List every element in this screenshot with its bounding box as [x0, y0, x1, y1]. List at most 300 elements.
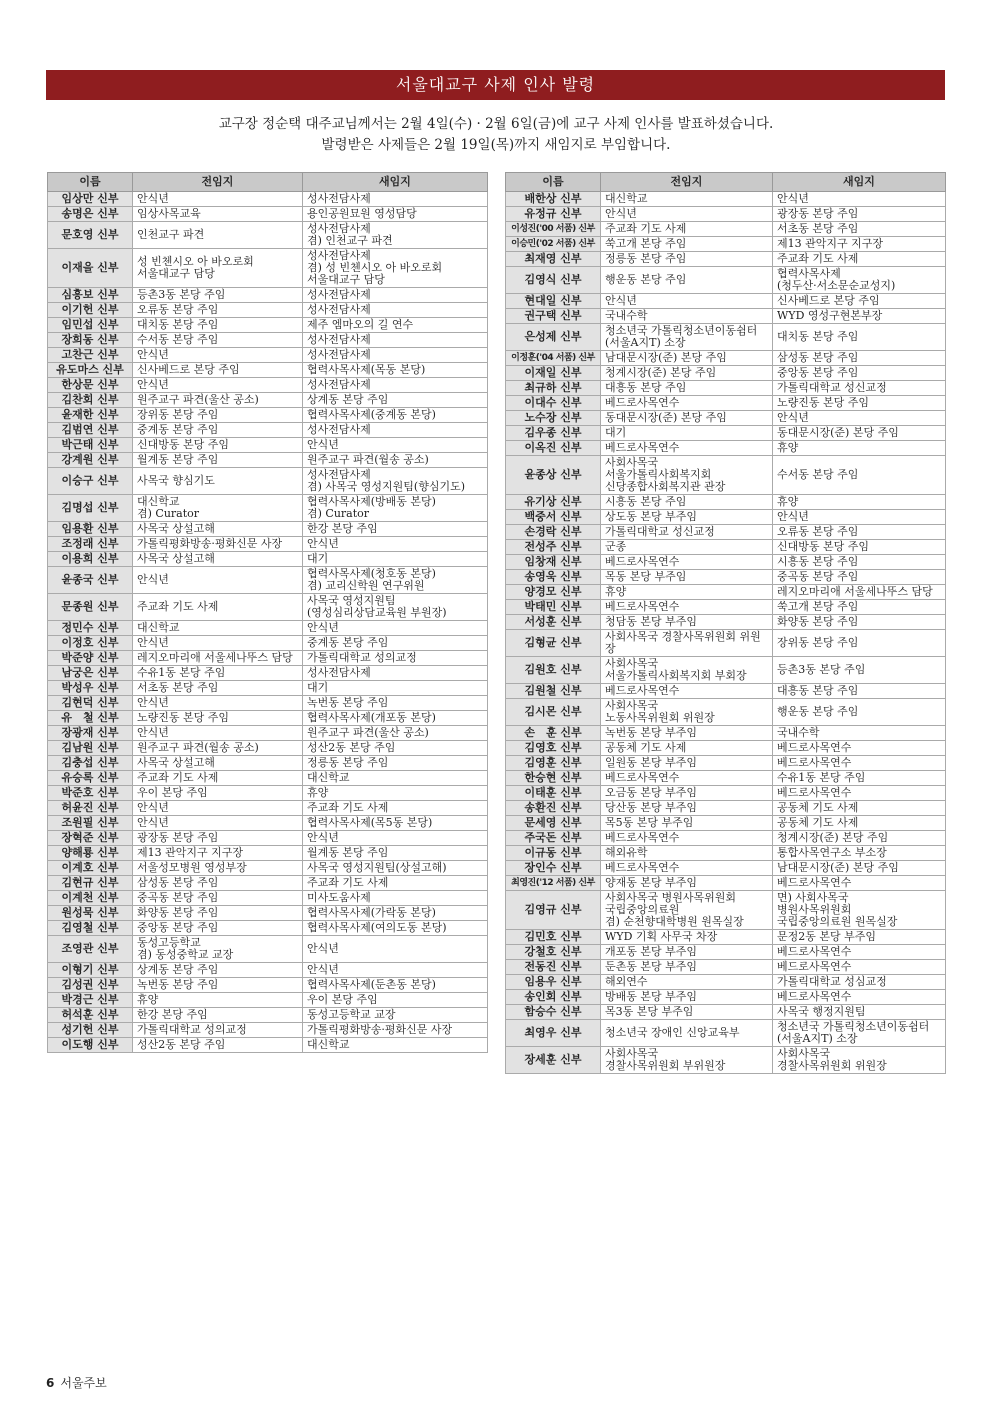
- priest-name: 강철호 신부: [506, 945, 601, 960]
- table-row: [506, 861, 946, 876]
- priest-name: 이승민('02 서품) 신부: [506, 237, 601, 252]
- priest-name: 백중서 신부: [506, 510, 601, 525]
- previous-post: 행운동 본당 주임: [601, 267, 773, 294]
- previous-post: 원주교구 파견(월송 공소): [133, 741, 303, 756]
- previous-post: 동성고등학교 겸) 동성중학교 교장: [133, 936, 303, 963]
- table-row: [48, 921, 488, 936]
- previous-post: 오금동 본당 부주임: [601, 786, 773, 801]
- previous-post: 목3동 본당 부주임: [601, 1005, 773, 1020]
- priest-name: 김원철 신부: [506, 684, 601, 699]
- appointments-table-right: [505, 172, 946, 1074]
- new-post: 주교좌 기도 사제: [303, 801, 488, 816]
- new-post: 화양동 본당 주임: [773, 615, 946, 630]
- previous-post: 해외연수: [601, 975, 773, 990]
- priest-name: 이성진('00 서품) 신부: [506, 222, 601, 237]
- previous-post: 주교좌 기도 사제: [133, 594, 303, 621]
- table-row: [48, 651, 488, 666]
- priest-name: 윤재한 신부: [48, 408, 133, 423]
- previous-post: 가톨릭평화방송·평화신문 사장: [133, 537, 303, 552]
- previous-post: 월계동 본당 주임: [133, 453, 303, 468]
- priest-name: 은성제 신부: [506, 324, 601, 351]
- new-post: 협력사목사제(여의도동 본당): [303, 921, 488, 936]
- table-row: [48, 552, 488, 567]
- new-post: 베드로사목연수: [773, 960, 946, 975]
- previous-post: 수서동 본당 주임: [133, 333, 303, 348]
- previous-post: 사목국 향심기도: [133, 468, 303, 495]
- priest-name: 유도마스 신부: [48, 363, 133, 378]
- table-row: [506, 1005, 946, 1020]
- previous-post: 노량진동 본당 주임: [133, 711, 303, 726]
- previous-post: 성 빈첸시오 아 바오로회 서울대교구 담당: [133, 249, 303, 288]
- table-row: [48, 876, 488, 891]
- previous-post: 인천교구 파견: [133, 222, 303, 249]
- previous-post: 광장동 본당 주임: [133, 831, 303, 846]
- new-post: 성사전담사제: [303, 423, 488, 438]
- priest-name: 이규동 신부: [506, 846, 601, 861]
- previous-post: 쑥고개 본당 주임: [601, 237, 773, 252]
- table-row: [48, 567, 488, 594]
- previous-post: 청계시장(준) 본당 주임: [601, 366, 773, 381]
- new-post: 등촌3동 본당 주임: [773, 657, 946, 684]
- new-post: 주교좌 기도 사제: [303, 876, 488, 891]
- new-post: 쑥고개 본당 주임: [773, 600, 946, 615]
- priest-name: 임용우 신부: [506, 975, 601, 990]
- priest-name: 김현규 신부: [48, 876, 133, 891]
- new-post: 레지오마리애 서울세나뚜스 담당: [773, 585, 946, 600]
- new-post: 안식년: [303, 537, 488, 552]
- new-post: 대신학교: [303, 1038, 488, 1053]
- previous-post: 대신학교: [601, 192, 773, 207]
- priest-name: 권구택 신부: [506, 309, 601, 324]
- previous-post: 일원동 본당 부주임: [601, 756, 773, 771]
- table-row: [48, 831, 488, 846]
- header-name: 이름: [48, 173, 133, 192]
- previous-post: 양재동 본당 부주임: [601, 876, 773, 891]
- new-post: 성사전담사제 겸) 성 빈첸시오 아 바오로회 서울대교구 담당: [303, 249, 488, 288]
- table-row: [506, 510, 946, 525]
- new-post: 청소년국 가톨릭청소년이동쉼터 (서울A지T) 소장: [773, 1020, 946, 1047]
- previous-post: 안식년: [133, 696, 303, 711]
- priest-name: 임민섭 신부: [48, 318, 133, 333]
- new-post: 안식년: [773, 192, 946, 207]
- previous-post: 안식년: [133, 192, 303, 207]
- priest-name: 최규하 신부: [506, 381, 601, 396]
- table-row: [506, 831, 946, 846]
- table-row: [48, 522, 488, 537]
- priest-name: 김우종 신부: [506, 426, 601, 441]
- priest-name: 심흥보 신부: [48, 288, 133, 303]
- table-row: [48, 1038, 488, 1053]
- new-post: 베드로사목연수: [773, 786, 946, 801]
- table-row: [48, 303, 488, 318]
- previous-post: 사목국 상설고해: [133, 756, 303, 771]
- priest-name: 최재영 신부: [506, 252, 601, 267]
- new-post: 장위동 본당 주임: [773, 630, 946, 657]
- priest-name: 이정호 신부: [48, 636, 133, 651]
- table-row: [506, 495, 946, 510]
- new-post: 통합사목연구소 부소장: [773, 846, 946, 861]
- new-post: 신대방동 본당 주임: [773, 540, 946, 555]
- previous-post: 안식년: [133, 636, 303, 651]
- previous-post: 안식년: [133, 726, 303, 741]
- new-post: 사목국 영성지원팀 (영성심리상담교육원 부원장): [303, 594, 488, 621]
- table-row: [48, 192, 488, 207]
- table-row: [48, 741, 488, 756]
- table-row: [506, 846, 946, 861]
- previous-post: 안식년: [601, 207, 773, 222]
- previous-post: 레지오마리애 서울세나뚜스 담당: [133, 651, 303, 666]
- table-row: [48, 993, 488, 1008]
- table-row: [506, 396, 946, 411]
- new-post: 사목국 영성지원팀(상설고해): [303, 861, 488, 876]
- priest-name: 이재을 신부: [48, 249, 133, 288]
- new-post: 협력사목사제(목5동 본당): [303, 816, 488, 831]
- table-row: [506, 630, 946, 657]
- new-post: 용인공원묘원 영성담당: [303, 207, 488, 222]
- table-row: [506, 441, 946, 456]
- new-post: 면) 사회사목국 병원사목위원회 국립중앙의료원 원목실장: [773, 891, 946, 930]
- table-row: [506, 786, 946, 801]
- priest-name: 노수장 신부: [506, 411, 601, 426]
- table-row: [48, 891, 488, 906]
- header-new: 새임지: [773, 173, 946, 192]
- table-row: [48, 681, 488, 696]
- table-row: [506, 741, 946, 756]
- table-row: [506, 267, 946, 294]
- priest-name: 송환진 신부: [506, 801, 601, 816]
- new-post: 가톨릭대학교 성심교정: [773, 975, 946, 990]
- priest-name: 임용환 신부: [48, 522, 133, 537]
- table-row: [506, 525, 946, 540]
- table-row: [48, 621, 488, 636]
- new-post: 성사전담사제: [303, 288, 488, 303]
- table-row: [506, 411, 946, 426]
- priest-name: 최영우 신부: [506, 1020, 601, 1047]
- new-post: 안식년: [773, 411, 946, 426]
- priest-name: 송인회 신부: [506, 990, 601, 1005]
- priest-name: 주국돈 신부: [506, 831, 601, 846]
- table-row: [506, 657, 946, 684]
- table-row: [506, 192, 946, 207]
- table-row: [48, 348, 488, 363]
- previous-post: 안식년: [133, 348, 303, 363]
- previous-post: 서초동 본당 주임: [133, 681, 303, 696]
- table-row: [506, 990, 946, 1005]
- table-row: [506, 615, 946, 630]
- previous-post: 대치동 본당 주임: [133, 318, 303, 333]
- previous-post: 임상사목교육: [133, 207, 303, 222]
- previous-post: 휴양: [601, 585, 773, 600]
- priest-name: 남궁은 신부: [48, 666, 133, 681]
- new-post: 중곡동 본당 주임: [773, 570, 946, 585]
- previous-post: 공동체 기도 사제: [601, 741, 773, 756]
- priest-name: 김현덕 신부: [48, 696, 133, 711]
- new-post: 성사전담사제: [303, 192, 488, 207]
- previous-post: 대신학교 겸) Curator: [133, 495, 303, 522]
- table-row: [48, 363, 488, 378]
- header-previous: 전임지: [601, 173, 773, 192]
- table-row: [48, 423, 488, 438]
- new-post: 협력사목사제(가락동 본당): [303, 906, 488, 921]
- table-row: [48, 711, 488, 726]
- new-post: 미사도움사제: [303, 891, 488, 906]
- table-row: [506, 426, 946, 441]
- table-row: [506, 366, 946, 381]
- new-post: 원주교구 파견(울산 공소): [303, 726, 488, 741]
- previous-post: 중계동 본당 주임: [133, 423, 303, 438]
- previous-post: 화양동 본당 주임: [133, 906, 303, 921]
- table-row: [48, 801, 488, 816]
- priest-name: 양해룡 신부: [48, 846, 133, 861]
- table-row: [48, 288, 488, 303]
- previous-post: 삼성동 본당 주임: [133, 876, 303, 891]
- table-row: [506, 294, 946, 309]
- previous-post: 청소년국 가톨릭청소년이동쉼터 (서울A지T) 소장: [601, 324, 773, 351]
- new-post: 성사전담사제: [303, 333, 488, 348]
- new-post: 대흥동 본당 주임: [773, 684, 946, 699]
- priest-name: 전동진 신부: [506, 960, 601, 975]
- new-post: 오류동 본당 주임: [773, 525, 946, 540]
- table-row: [48, 636, 488, 651]
- priest-name: 박근태 신부: [48, 438, 133, 453]
- previous-post: 목5동 본당 부주임: [601, 816, 773, 831]
- table-row: [506, 726, 946, 741]
- priest-name: 김형균 신부: [506, 630, 601, 657]
- priest-name: 김원호 신부: [506, 657, 601, 684]
- previous-post: 사회사목국 노동사목위원회 위원장: [601, 699, 773, 726]
- new-post: 정릉동 본당 주임: [303, 756, 488, 771]
- priest-name: 박성우 신부: [48, 681, 133, 696]
- priest-name: 장혁준 신부: [48, 831, 133, 846]
- table-row: [48, 771, 488, 786]
- priest-name: 조원필 신부: [48, 816, 133, 831]
- new-post: 성사전담사제: [303, 378, 488, 393]
- priest-name: 김시몬 신부: [506, 699, 601, 726]
- previous-post: 국내수학: [601, 309, 773, 324]
- new-post: 사회사목국 경찰사목위원회 위원장: [773, 1047, 946, 1074]
- table-row: [506, 381, 946, 396]
- table-row: [506, 816, 946, 831]
- previous-post: WYD 기획 사무국 차장: [601, 930, 773, 945]
- priest-name: 서성훈 신부: [506, 615, 601, 630]
- previous-post: 중곡동 본당 주임: [133, 891, 303, 906]
- previous-post: 수유1동 본당 주임: [133, 666, 303, 681]
- header-name: 이름: [506, 173, 601, 192]
- new-post: 베드로사목연수: [773, 945, 946, 960]
- previous-post: 우이 본당 주임: [133, 786, 303, 801]
- new-post: 휴양: [303, 786, 488, 801]
- new-post: 베드로사목연수: [773, 741, 946, 756]
- previous-post: 중앙동 본당 주임: [133, 921, 303, 936]
- previous-post: 둔촌동 본당 부주임: [601, 960, 773, 975]
- table-row: [506, 252, 946, 267]
- priest-name: 박준양 신부: [48, 651, 133, 666]
- previous-post: 베드로사목연수: [601, 861, 773, 876]
- table-row: [48, 495, 488, 522]
- new-post: 성사전담사제 겸) 인천교구 파견: [303, 222, 488, 249]
- priest-name: 정민수 신부: [48, 621, 133, 636]
- table-row: [48, 936, 488, 963]
- previous-post: 베드로사목연수: [601, 555, 773, 570]
- new-post: 제13 관악지구 지구장: [773, 237, 946, 252]
- page-banner: 서울대교구 사제 인사 발령: [46, 70, 945, 100]
- previous-post: 동대문시장(준) 본당 주임: [601, 411, 773, 426]
- table-row: [48, 222, 488, 249]
- previous-post: 안식년: [601, 294, 773, 309]
- new-post: 가톨릭평화방송·평화신문 사장: [303, 1023, 488, 1038]
- previous-post: 안식년: [133, 378, 303, 393]
- new-post: 성사전담사제: [303, 303, 488, 318]
- priest-name: 이도행 신부: [48, 1038, 133, 1053]
- table-row: [506, 801, 946, 816]
- priest-name: 이정훈('04 서품) 신부: [506, 351, 601, 366]
- new-post: 녹번동 본당 주임: [303, 696, 488, 711]
- new-post: 상계동 본당 주임: [303, 393, 488, 408]
- table-row: [48, 318, 488, 333]
- new-post: 협력사목사제(목동 본당): [303, 363, 488, 378]
- priest-name: 윤종국 신부: [48, 567, 133, 594]
- publication-name: 서울주보: [60, 1376, 107, 1390]
- new-post: 청계시장(준) 본당 주임: [773, 831, 946, 846]
- table-row: [48, 861, 488, 876]
- priest-name: 강계원 신부: [48, 453, 133, 468]
- table-header-row: [48, 173, 488, 192]
- priest-name: 김명섭 신부: [48, 495, 133, 522]
- previous-post: 사회사목국 서울가톨릭사회복지회 신당종합사회복지관 관장: [601, 456, 773, 495]
- priest-name: 임창재 신부: [506, 555, 601, 570]
- previous-post: 남대문시장(준) 본당 주임: [601, 351, 773, 366]
- previous-post: 원주교구 파견(울산 공소): [133, 393, 303, 408]
- priest-name: 박경근 신부: [48, 993, 133, 1008]
- priest-name: 윤종상 신부: [506, 456, 601, 495]
- previous-post: 베드로사목연수: [601, 396, 773, 411]
- table-row: [48, 846, 488, 861]
- table-header-row: [506, 173, 946, 192]
- previous-post: 등촌3동 본당 주임: [133, 288, 303, 303]
- previous-post: 가톨릭대학교 성의교정: [133, 1023, 303, 1038]
- table-row: [506, 585, 946, 600]
- new-post: 협력사목사제(개포동 본당): [303, 711, 488, 726]
- previous-post: 주교좌 기도 사제: [133, 771, 303, 786]
- new-post: 주교좌 기도 사제: [773, 252, 946, 267]
- new-post: 안식년: [303, 438, 488, 453]
- priest-name: 함승수 신부: [506, 1005, 601, 1020]
- previous-post: 녹번동 본당 주임: [133, 978, 303, 993]
- new-post: 휴양: [773, 441, 946, 456]
- new-post: 광장동 본당 주임: [773, 207, 946, 222]
- table-row: [506, 456, 946, 495]
- priest-name: 문종원 신부: [48, 594, 133, 621]
- priest-name: 김남원 신부: [48, 741, 133, 756]
- new-post: 수유1동 본당 주임: [773, 771, 946, 786]
- previous-post: 베드로사목연수: [601, 684, 773, 699]
- priest-name: 김영철 신부: [48, 921, 133, 936]
- priest-name: 문세영 신부: [506, 816, 601, 831]
- table-row: [48, 756, 488, 771]
- header-new: 새임지: [303, 173, 488, 192]
- table-row: [48, 207, 488, 222]
- table-row: [48, 1023, 488, 1038]
- priest-name: 고찬근 신부: [48, 348, 133, 363]
- priest-name: 양경모 신부: [506, 585, 601, 600]
- new-post: 동성고등학교 교장: [303, 1008, 488, 1023]
- previous-post: 주교좌 기도 사제: [601, 222, 773, 237]
- priest-name: 원성묵 신부: [48, 906, 133, 921]
- new-post: 남대문시장(준) 본당 주임: [773, 861, 946, 876]
- new-post: 수서동 본당 주임: [773, 456, 946, 495]
- priest-name: 김민호 신부: [506, 930, 601, 945]
- priest-name: 이옥진 신부: [506, 441, 601, 456]
- previous-post: 목동 본당 부주임: [601, 570, 773, 585]
- intro-line-1: 교구장 정순택 대주교님께서는 2월 4일(수) · 2월 6일(금)에 교구 사제 인사를 발표하셨습니다.: [218, 116, 774, 132]
- previous-post: 안식년: [133, 801, 303, 816]
- previous-post: 해외유학: [601, 846, 773, 861]
- priest-name: 김충섭 신부: [48, 756, 133, 771]
- priest-name: 이계천 신부: [48, 891, 133, 906]
- priest-name: 송영욱 신부: [506, 570, 601, 585]
- previous-post: 오류동 본당 주임: [133, 303, 303, 318]
- table-row: [506, 309, 946, 324]
- new-post: 가톨릭대학교 성의교정: [303, 651, 488, 666]
- table-row: [506, 570, 946, 585]
- priest-name: 김찬회 신부: [48, 393, 133, 408]
- priest-name: 허석훈 신부: [48, 1008, 133, 1023]
- previous-post: 방배동 본당 부주임: [601, 990, 773, 1005]
- previous-post: 베드로사목연수: [601, 771, 773, 786]
- priest-name: 이형기 신부: [48, 963, 133, 978]
- table-row: [48, 249, 488, 288]
- priest-name: 손 훈 신부: [506, 726, 601, 741]
- table-row: [506, 1020, 946, 1047]
- previous-post: 시흥동 본당 주임: [601, 495, 773, 510]
- previous-post: 사회사목국 서울가톨릭사회복지회 부회장: [601, 657, 773, 684]
- priest-name: 최영진('12 서품) 신부: [506, 876, 601, 891]
- new-post: 서초동 본당 주임: [773, 222, 946, 237]
- table-row: [506, 891, 946, 930]
- priest-name: 성기헌 신부: [48, 1023, 133, 1038]
- new-post: 베드로사목연수: [773, 756, 946, 771]
- priest-name: 박태민 신부: [506, 600, 601, 615]
- new-post: 가톨릭대학교 성신교정: [773, 381, 946, 396]
- priest-name: 박준호 신부: [48, 786, 133, 801]
- previous-post: 휴양: [133, 993, 303, 1008]
- previous-post: 대흥동 본당 주임: [601, 381, 773, 396]
- priest-name: 이태훈 신부: [506, 786, 601, 801]
- new-post: 성산2동 본당 주임: [303, 741, 488, 756]
- previous-post: 상도동 본당 부주임: [601, 510, 773, 525]
- table-row: [506, 684, 946, 699]
- new-post: 안식년: [773, 510, 946, 525]
- table-row: [506, 555, 946, 570]
- table-row: [48, 468, 488, 495]
- previous-post: 정릉동 본당 주임: [601, 252, 773, 267]
- new-post: 신사베드로 본당 주임: [773, 294, 946, 309]
- new-post: 성사전담사제: [303, 348, 488, 363]
- priest-name: 이용희 신부: [48, 552, 133, 567]
- previous-post: 상계동 본당 주임: [133, 963, 303, 978]
- page-footer: [46, 1374, 107, 1391]
- table-row: [48, 453, 488, 468]
- previous-post: 사목국 상설고해: [133, 552, 303, 567]
- new-post: 우이 본당 주임: [303, 993, 488, 1008]
- priest-name: 장인수 신부: [506, 861, 601, 876]
- table-row: [48, 906, 488, 921]
- new-post: 국내수학: [773, 726, 946, 741]
- previous-post: 베드로사목연수: [601, 441, 773, 456]
- table-row: [506, 771, 946, 786]
- table-row: [48, 726, 488, 741]
- table-row: [48, 963, 488, 978]
